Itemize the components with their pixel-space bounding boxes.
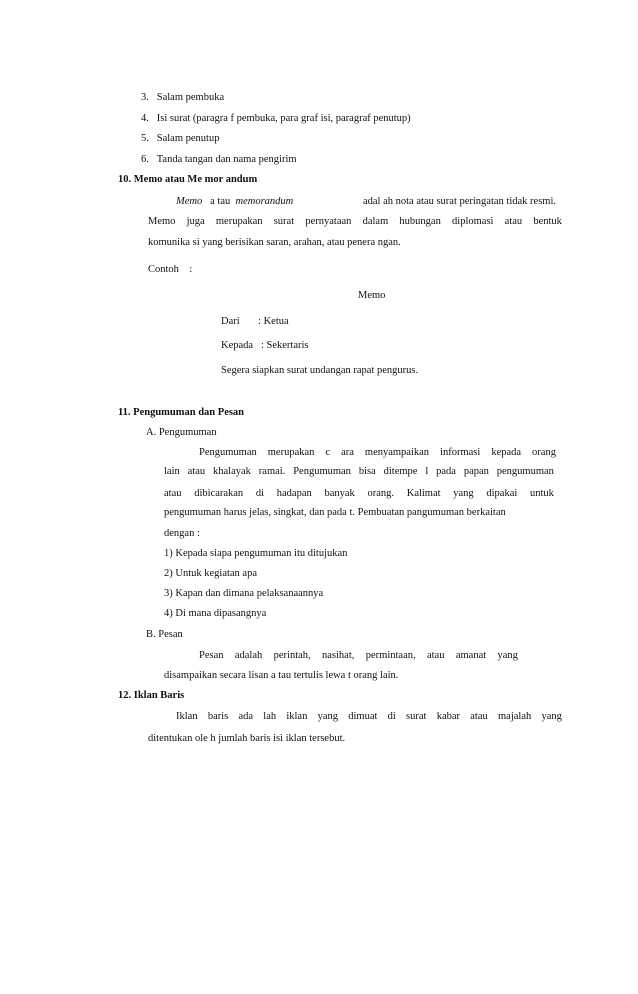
pengumuman-line bbox=[164, 487, 554, 501]
word: informasi bbox=[440, 447, 481, 458]
list-number: 6. bbox=[141, 154, 149, 165]
from-value: : Ketua bbox=[258, 316, 289, 327]
word: Iklan bbox=[176, 711, 198, 722]
to-value: : Sekertaris bbox=[260, 340, 309, 351]
word: menyampaikan bbox=[364, 447, 430, 458]
word: bisa bbox=[358, 466, 376, 477]
word: majalah bbox=[498, 711, 532, 722]
word: orang. bbox=[367, 488, 395, 499]
word: dibicarakan bbox=[194, 488, 244, 499]
iklan-line: ditentukan ole h jumlah baris isi iklan tersebut. bbox=[148, 733, 346, 744]
pesan-line bbox=[199, 649, 518, 663]
iklan-line-text bbox=[176, 710, 562, 724]
list-item bbox=[141, 153, 297, 167]
contoh-text: Contoh bbox=[148, 264, 179, 275]
list-item bbox=[141, 91, 224, 105]
word: dipakai bbox=[486, 488, 518, 499]
word: atau bbox=[187, 466, 206, 477]
word: ada bbox=[238, 711, 254, 722]
memo-example-title: Memo bbox=[358, 290, 386, 301]
pengumuman-list-item: 4) Di mana dipasangnya bbox=[164, 608, 267, 619]
subsection-label-a: A. Pengumuman bbox=[146, 427, 217, 438]
word: merupakan bbox=[267, 447, 315, 458]
to-label: Kepada bbox=[221, 340, 254, 351]
word: lah bbox=[263, 711, 277, 722]
list-text: Isi surat (paragra f pembuka, para graf isi, paragraf penutup) bbox=[156, 113, 411, 124]
iklan-line bbox=[176, 710, 562, 724]
section-heading-iklan: 12. Iklan Baris bbox=[118, 690, 185, 701]
memo-line-rest: adal ah nota atau surat peringatan tidak resmi. bbox=[362, 196, 556, 207]
word: Pesan bbox=[199, 650, 224, 661]
memo-from-line bbox=[221, 315, 289, 329]
pengumuman-line bbox=[164, 465, 554, 479]
pengumuman-list-item: 3) Kapan dan dimana pelaksanaannya bbox=[164, 588, 324, 599]
word: amanat bbox=[455, 650, 487, 661]
word: dimuat bbox=[348, 711, 378, 722]
word: surat bbox=[406, 711, 427, 722]
word: khalayak bbox=[213, 466, 251, 477]
word: yang bbox=[497, 650, 518, 661]
word: atau bbox=[164, 488, 182, 499]
list-text: Tanda tangan dan nama pengirim bbox=[156, 154, 297, 165]
memo-line-text bbox=[148, 215, 562, 229]
word: dalam bbox=[362, 216, 389, 227]
subsection-label-b: B. Pesan bbox=[146, 629, 183, 640]
contoh-label bbox=[148, 263, 192, 277]
word: Pengumuman bbox=[293, 466, 351, 477]
word: iklan bbox=[286, 711, 308, 722]
word: ara bbox=[341, 447, 354, 458]
list-item bbox=[141, 112, 411, 126]
word: atau bbox=[426, 650, 445, 661]
word: ditempe bbox=[383, 466, 418, 477]
memo-paragraph-line: komunika si yang berisikan saran, arahan, atau penera ngan. bbox=[148, 237, 401, 248]
list-number: 3. bbox=[141, 92, 149, 103]
word: lain bbox=[164, 466, 180, 477]
contoh-colon: : bbox=[189, 264, 193, 275]
word: atau bbox=[504, 216, 523, 227]
section-heading-pengumuman: 11. Pengumuman dan Pesan bbox=[118, 407, 245, 418]
pengumuman-line: pengumuman harus jelas, singkat, dan pada t. Pembuatan pangumuman berkaitan bbox=[164, 507, 506, 518]
pengumuman-line-text bbox=[199, 446, 556, 460]
word: l bbox=[425, 466, 429, 477]
word: di bbox=[387, 711, 396, 722]
list-item bbox=[141, 132, 219, 146]
word: diplomasi bbox=[452, 216, 494, 227]
word: surat bbox=[273, 216, 295, 227]
word: yang bbox=[317, 711, 338, 722]
from-label: Dari bbox=[221, 316, 240, 327]
word: merupakan bbox=[215, 216, 263, 227]
section-heading-memo: 10. Memo atau Me mor andum bbox=[118, 174, 258, 185]
word: pernyataan bbox=[305, 216, 352, 227]
pesan-line: disampaikan secara lisan a tau tertulis lewa t orang lain. bbox=[164, 670, 399, 681]
word: permintaan, bbox=[365, 650, 416, 661]
word: Pengumuman bbox=[199, 447, 257, 458]
pesan-line-text bbox=[199, 649, 518, 663]
pengumuman-list-item: 2) Untuk kegiatan apa bbox=[164, 568, 258, 579]
word: juga bbox=[186, 216, 205, 227]
word: banyak bbox=[324, 488, 355, 499]
word: pengumuman bbox=[496, 466, 554, 477]
word: kepada bbox=[491, 447, 522, 458]
pengumuman-line-text bbox=[164, 465, 554, 479]
pengumuman-list-item: 1) Kepada siapa pengumuman itu ditujukan bbox=[164, 548, 348, 559]
memo-term: Memo bbox=[176, 196, 203, 207]
word: atau bbox=[470, 711, 488, 722]
word: ramai. bbox=[258, 466, 286, 477]
word: Kalimat bbox=[406, 488, 441, 499]
word: yang bbox=[453, 488, 474, 499]
word: kabar bbox=[436, 711, 461, 722]
pengumuman-line: dengan : bbox=[164, 528, 200, 539]
word: yang bbox=[541, 711, 562, 722]
word: orang bbox=[532, 447, 556, 458]
list-text: Salam penutup bbox=[156, 133, 220, 144]
word: untuk bbox=[530, 488, 554, 499]
memorandum-term: memorandum bbox=[235, 196, 294, 207]
list-number: 4. bbox=[141, 113, 149, 124]
word: di bbox=[255, 488, 265, 499]
memo-paragraph-line bbox=[148, 215, 562, 229]
list-text: Salam pembuka bbox=[156, 92, 225, 103]
pengumuman-line-text bbox=[164, 487, 554, 501]
word: c bbox=[325, 447, 331, 458]
word: pada bbox=[436, 466, 456, 477]
memo-to-line bbox=[221, 339, 308, 353]
pengumuman-line bbox=[199, 446, 556, 460]
word: Memo bbox=[148, 216, 176, 227]
word: bentuk bbox=[533, 216, 562, 227]
word: nasihat, bbox=[322, 650, 355, 661]
memo-paragraph-line bbox=[176, 195, 556, 209]
memo-body-line: Segera siapkan surat undangan rapat pengurus. bbox=[221, 365, 419, 376]
word: hadapan bbox=[276, 488, 312, 499]
memo-word: a tau bbox=[210, 196, 231, 207]
word: perintah, bbox=[273, 650, 311, 661]
list-number: 5. bbox=[141, 133, 149, 144]
word: hubungan bbox=[399, 216, 441, 227]
word: papan bbox=[463, 466, 489, 477]
word: adalah bbox=[234, 650, 263, 661]
word: baris bbox=[207, 711, 229, 722]
